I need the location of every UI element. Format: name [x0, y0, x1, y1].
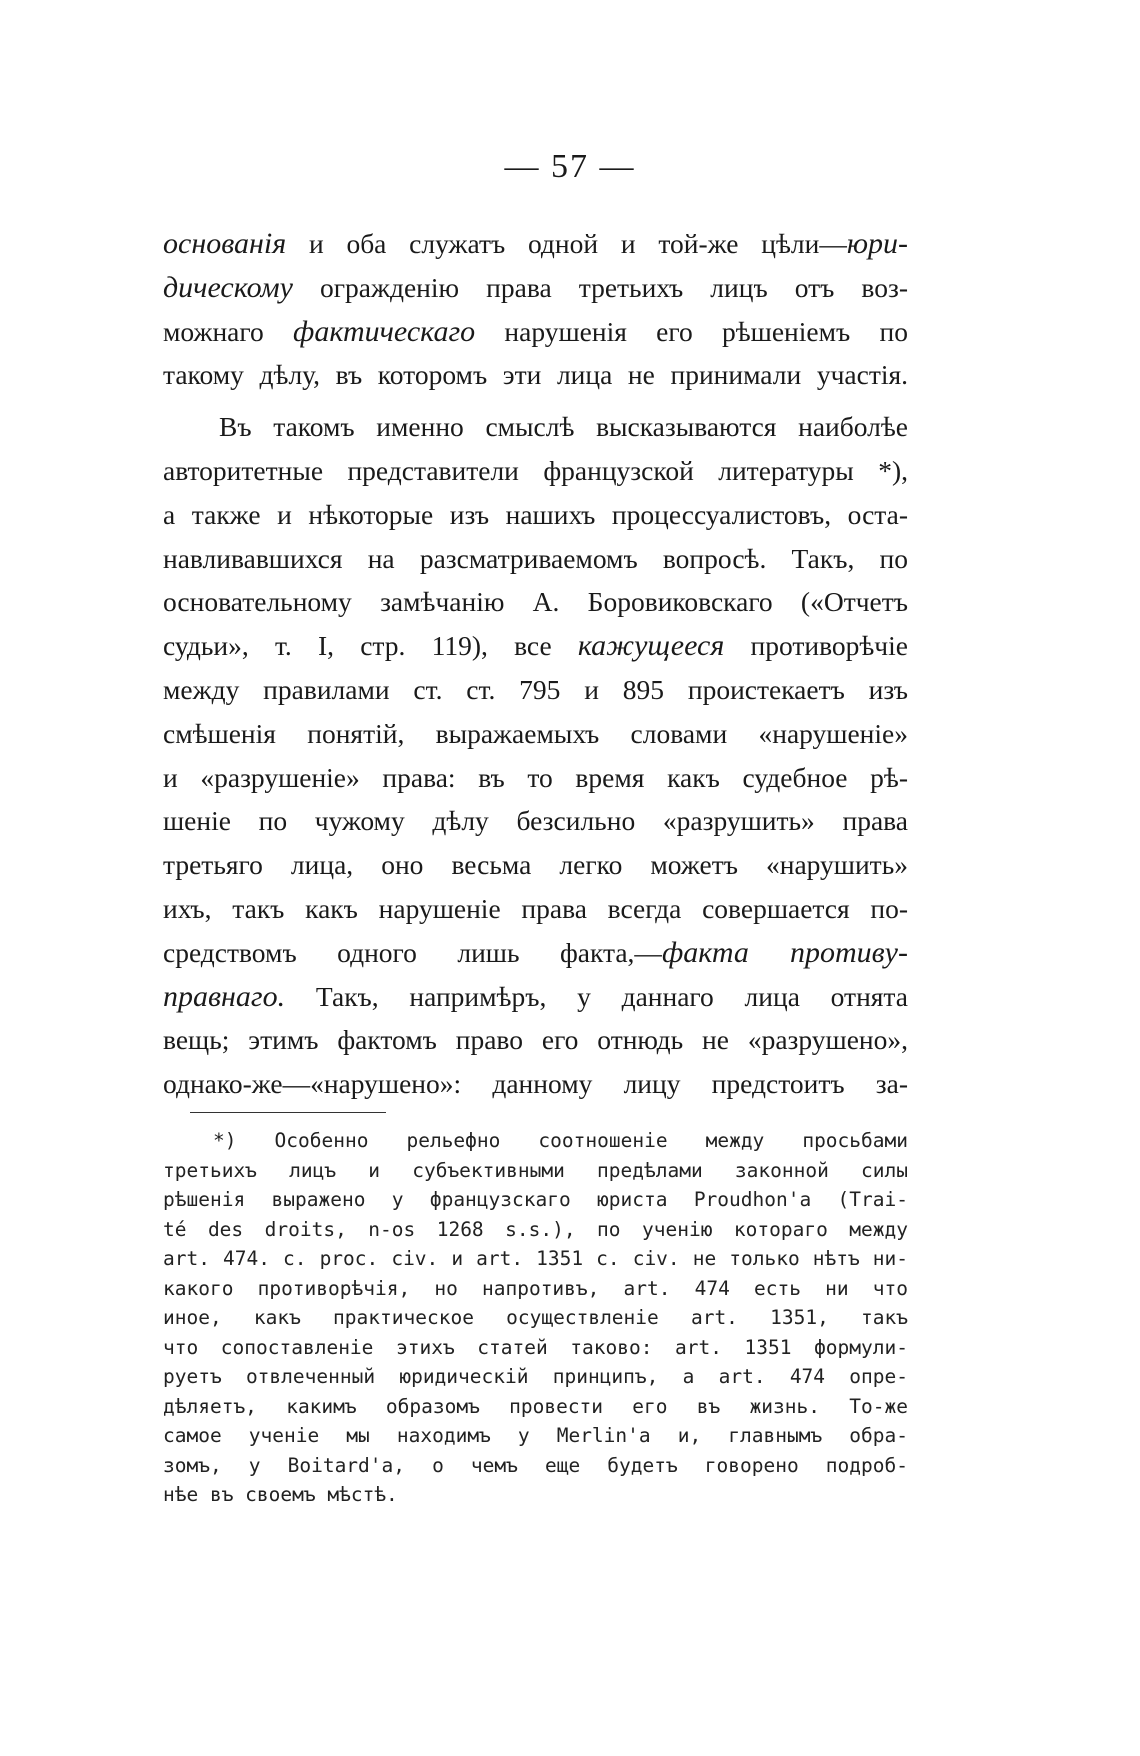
text-span: шеніе по чужому дѣлу безсильно «разрушить» права: [163, 805, 908, 837]
text-line: [163, 1062, 908, 1106]
footnote-line: té des droits, n-os 1268 s.s.), по ученію котораго между: [163, 1217, 908, 1241]
text-span: между правилами ст. ст. 795 и 895 проистекаетъ изъ: [163, 673, 908, 705]
text-span: судьи», т. I, стр. 119), все: [163, 630, 578, 662]
footnote-line: дѣляетъ, какимъ образомъ провести его въ жизнь. То-же: [163, 1394, 908, 1418]
footnote-line: *) Особенно рельефно соотношеніе между просьбами: [213, 1129, 908, 1152]
text-span: Такъ, напримѣръ, у даннаго лица отнята: [285, 980, 908, 1012]
emphasized-text: дическому: [163, 270, 293, 304]
text-line: [163, 537, 908, 581]
footnote-line: art. 474. c. proc. civ. и art. 1351 c. civ. не только нѣтъ ни-: [163, 1247, 908, 1270]
text-span: огражденію права третьихъ лицъ отъ воз-: [292, 271, 908, 303]
text-line: [163, 353, 908, 397]
text-line: [163, 310, 908, 354]
footnote-line: какого противорѣчія, но напротивъ, art. 474 есть ни что: [163, 1276, 908, 1300]
text-line: [163, 624, 908, 668]
footnote-line: что сопоставленіе этихъ статей таково: art. 1351 формули-: [163, 1335, 908, 1359]
text-line: [163, 756, 908, 800]
text-line: [163, 712, 908, 756]
text-line: [163, 493, 908, 537]
text-line: [163, 266, 908, 310]
text-span: противорѣчіе: [724, 630, 908, 662]
text-span: и оба служатъ одной и той-же цѣли—: [286, 228, 847, 259]
text-line: [163, 580, 908, 624]
footnote-line: иное, какъ практическое осуществленіе art. 1351, такъ: [163, 1306, 908, 1329]
text-span: смѣшенія понятій, выражаемыхъ словами «нарушеніе»: [163, 717, 908, 749]
emphasized-text: основанія: [163, 227, 287, 260]
text-span: ихъ, такъ какъ нарушеніе права всегда совершается по-: [163, 892, 908, 924]
text-line: [163, 887, 908, 931]
footnote-line: рѣшенія выражено у французскаго юриста Proudhon'a (Trai-: [163, 1188, 908, 1211]
main-text: [163, 222, 908, 1106]
footnote-line: зомъ, у Boitard'a, о чемъ еще будетъ говорено подроб-: [163, 1453, 908, 1477]
text-line: [163, 449, 908, 493]
text-span: нарушенія его рѣшеніемъ по: [475, 315, 908, 347]
paragraph-gap: [163, 397, 908, 405]
text-line: [163, 799, 908, 843]
text-span: основательному замѣчанію А. Боровиковскаго («Отчетъ: [163, 586, 908, 618]
text-span: Въ такомъ именно смыслѣ высказываются наиболѣе: [219, 411, 908, 443]
emphasized-text: юри-: [846, 227, 908, 260]
emphasized-text: факта противу-: [661, 935, 908, 969]
text-span: средствомъ одного лишь факта,—: [163, 936, 662, 968]
text-span: вещь; этимъ фактомъ право его отнюдь не «разрушено»,: [163, 1024, 908, 1056]
text-span: авторитетные представители французской литературы *),: [163, 454, 908, 486]
emphasized-text: кажущееся: [577, 629, 725, 663]
footnote-line: третьихъ лицъ и субъективными предѣлами законной силы: [163, 1158, 908, 1182]
text-line: [163, 931, 908, 975]
text-span: навливавшихся на разсматриваемомъ вопросѣ. Такъ, по: [163, 542, 908, 574]
text-line: [163, 405, 908, 449]
text-line: [163, 668, 908, 712]
page-number: — 57 —: [504, 148, 636, 185]
footnote-line: нѣе въ своемъ мѣстѣ.: [163, 1483, 398, 1506]
footnote-separator-rule: [190, 1112, 386, 1113]
text-span: можнаго: [163, 315, 294, 347]
text-span: третьяго лица, оно весьма легко можетъ «нарушить»: [163, 849, 908, 881]
text-span: и «разрушеніе» права: въ то время какъ судебное рѣ-: [163, 761, 908, 793]
text-span: однако-же—«нарушено»: данному лицу предстоитъ за-: [163, 1068, 908, 1100]
text-span: такому дѣлу, въ которомъ эти лица не принимали участія.: [163, 359, 908, 391]
footnote-line: руетъ отвлеченный юридическій принципъ, а art. 474 опре-: [163, 1365, 908, 1388]
footnote-line: самое ученіе мы находимъ у Merlin'a и, главнымъ обра-: [163, 1424, 908, 1447]
text-span: а также и нѣкоторые изъ нашихъ процессуалистовъ, оста-: [163, 498, 908, 530]
text-line: [163, 1018, 908, 1062]
text-line: [163, 843, 908, 887]
footnote: [163, 1126, 908, 1510]
text-line: [163, 222, 908, 266]
emphasized-text: правнаго.: [163, 979, 286, 1013]
text-line: [163, 975, 908, 1019]
emphasized-text: фактическаго: [293, 314, 476, 348]
